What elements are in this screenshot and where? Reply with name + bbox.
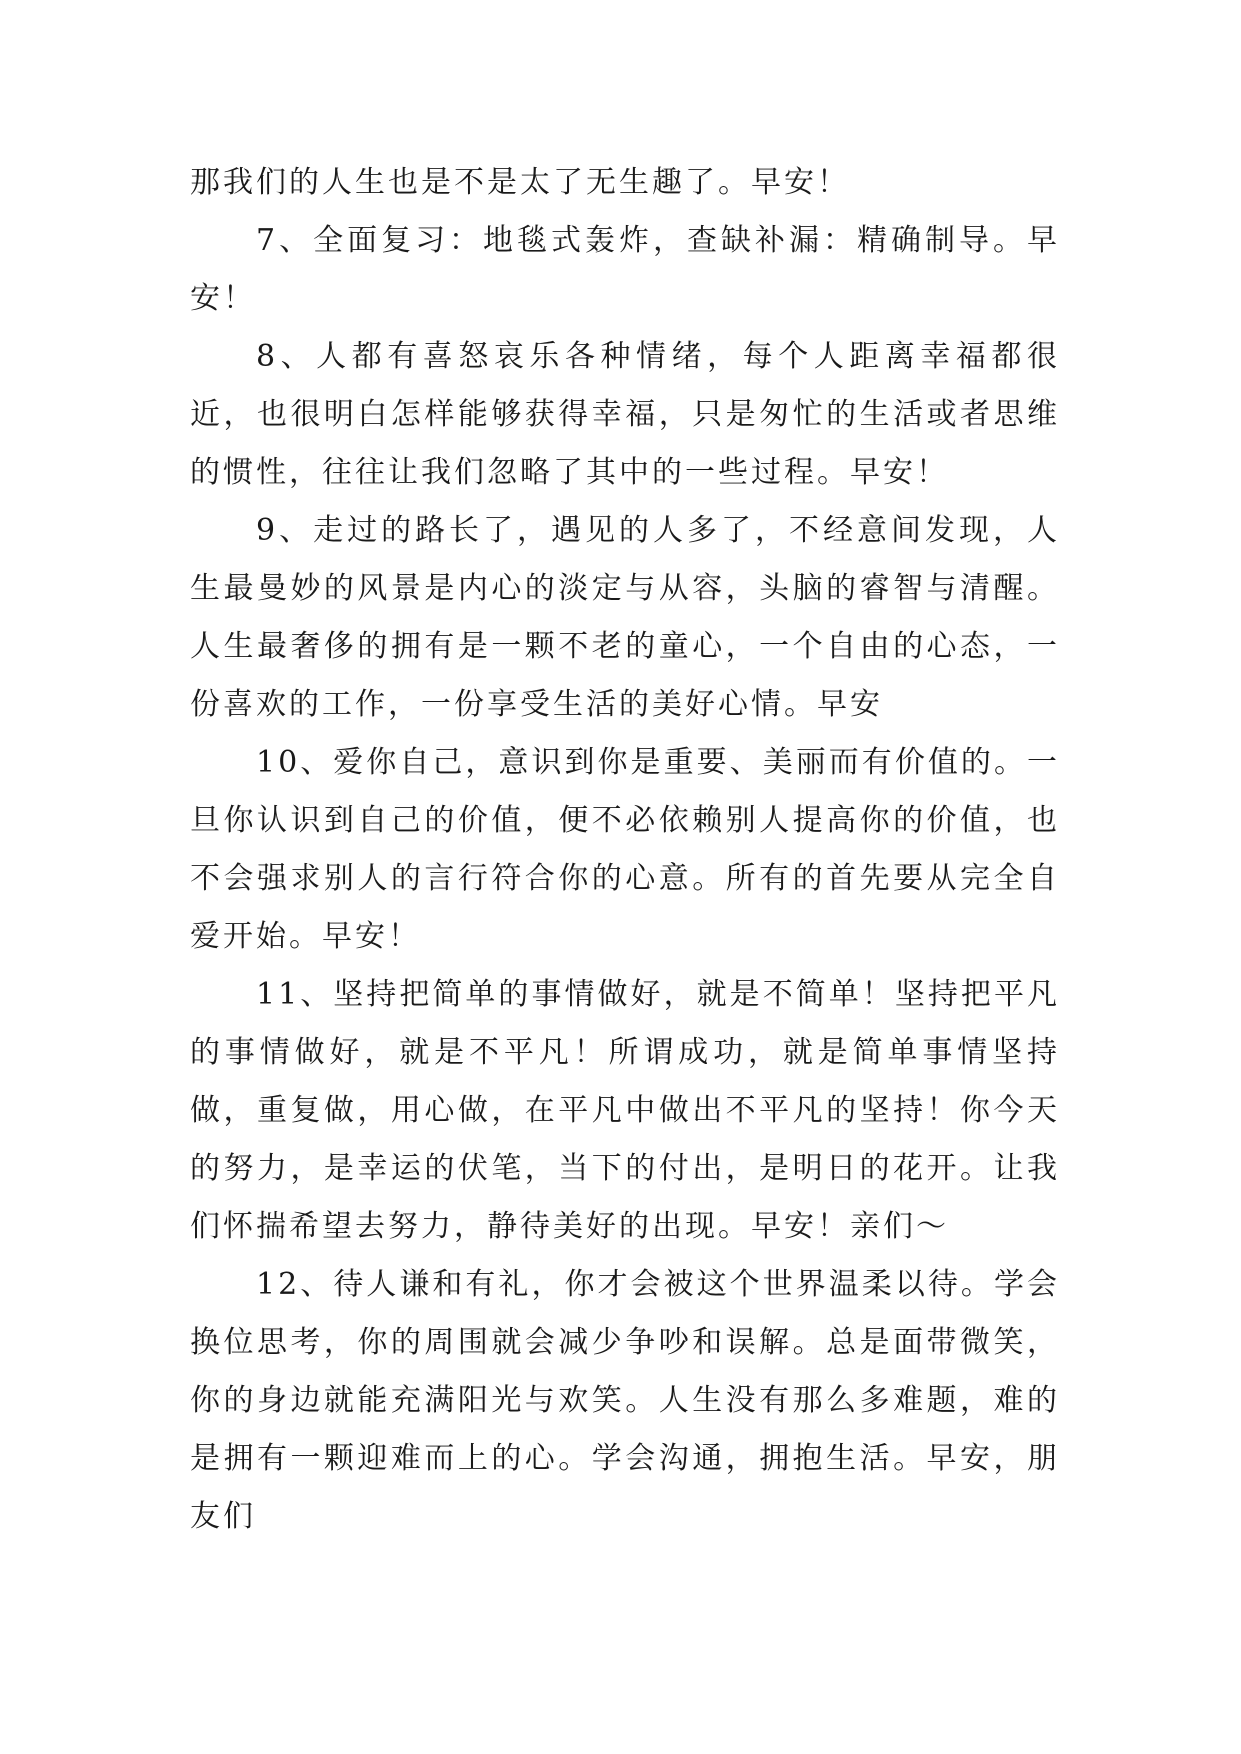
paragraph-item-10: 10、爱你自己，意识到你是重要、美丽而有价值的。一旦你认识到自己的价值，便不必依赖别人提高你的价值，也不会强求别人的言行符合你的心意。所有的首先要从完全自爱开始。早安！: [190, 745, 1060, 954]
document-body: [190, 154, 1060, 1546]
paragraph-item-7: 7、全面复习：地毯式轰炸，查缺补漏：精确制导。早安！: [190, 223, 1060, 316]
paragraph-item-9: 9、走过的路长了，遇见的人多了，不经意间发现，人生最曼妙的风景是内心的淡定与从容，头脑的睿智与清醒。人生最奢侈的拥有是一颗不老的童心，一个自由的心态，一份喜欢的工作，一份享受生活的美好心情。早安: [190, 513, 1060, 722]
paragraph-item-12: 12、待人谦和有礼，你才会被这个世界温柔以待。学会换位思考，你的周围就会减少争吵和误解。总是面带微笑，你的身边就能充满阳光与欢笑。人生没有那么多难题，难的是拥有一颗迎难而上的心。学会沟通，拥抱生活。早安，朋友们: [190, 1267, 1060, 1534]
paragraph-item-11: 11、坚持把简单的事情做好，就是不简单！坚持把平凡的事情做好，就是不平凡！所谓成功，就是简单事情坚持做，重复做，用心做，在平凡中做出不平凡的坚持！你今天的努力，是幸运的伏笔，当下的付出，是明日的花开。让我们怀揣希望去努力，静待美好的出现。早安！亲们～: [190, 977, 1060, 1244]
paragraph-continuation: 那我们的人生也是不是太了无生趣了。早安！: [190, 165, 850, 200]
paragraph-item-8: 8、人都有喜怒哀乐各种情绪，每个人距离幸福都很近，也很明白怎样能够获得幸福，只是匆忙的生活或者思维的惯性，往往让我们忽略了其中的一些过程。早安！: [190, 339, 1060, 490]
